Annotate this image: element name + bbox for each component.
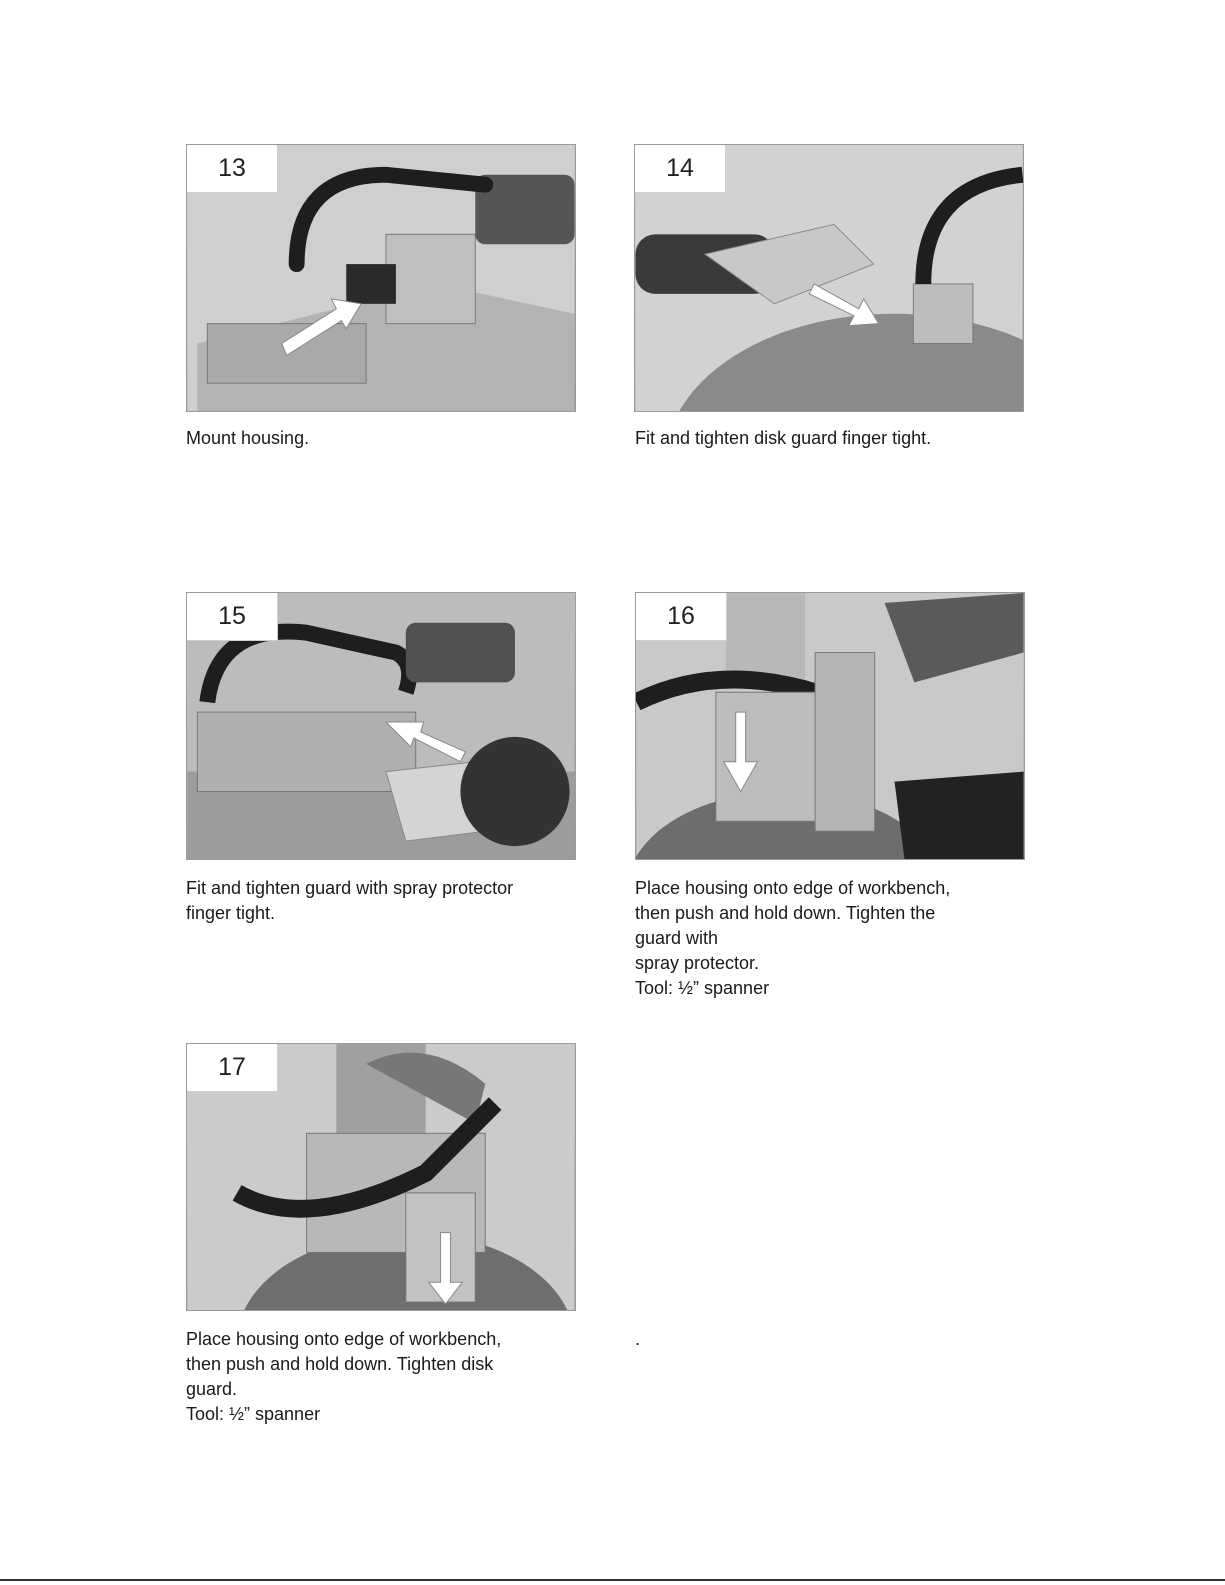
- step-number: 17: [187, 1044, 278, 1092]
- step-14-photo: [634, 144, 1024, 412]
- step-13-photo: [186, 144, 576, 412]
- step-caption: Place housing onto edge of workbench, then push and hold down. Tighten disk guard. Tool: ½” spanner: [186, 1329, 502, 1424]
- step-number: 16: [636, 593, 727, 641]
- step-15-photo: [186, 592, 576, 860]
- page-bottom-rule: [0, 1579, 1225, 1581]
- step-number: 14: [635, 145, 726, 193]
- step-16-photo: [635, 592, 1025, 860]
- step-caption: Place housing onto edge of workbench, then push and hold down. Tighten the guard with spray protector. Tool: ½” spanner: [635, 878, 951, 998]
- step-caption: Mount housing.: [186, 428, 310, 448]
- step-caption: Fit and tighten disk guard finger tight.: [635, 428, 932, 448]
- step-17-photo: [186, 1043, 576, 1311]
- step-number: 13: [187, 145, 278, 193]
- step-caption: Fit and tighten guard with spray protector finger tight.: [186, 878, 514, 923]
- step-number: 15: [187, 593, 278, 641]
- trailing-mark: .: [635, 1329, 641, 1349]
